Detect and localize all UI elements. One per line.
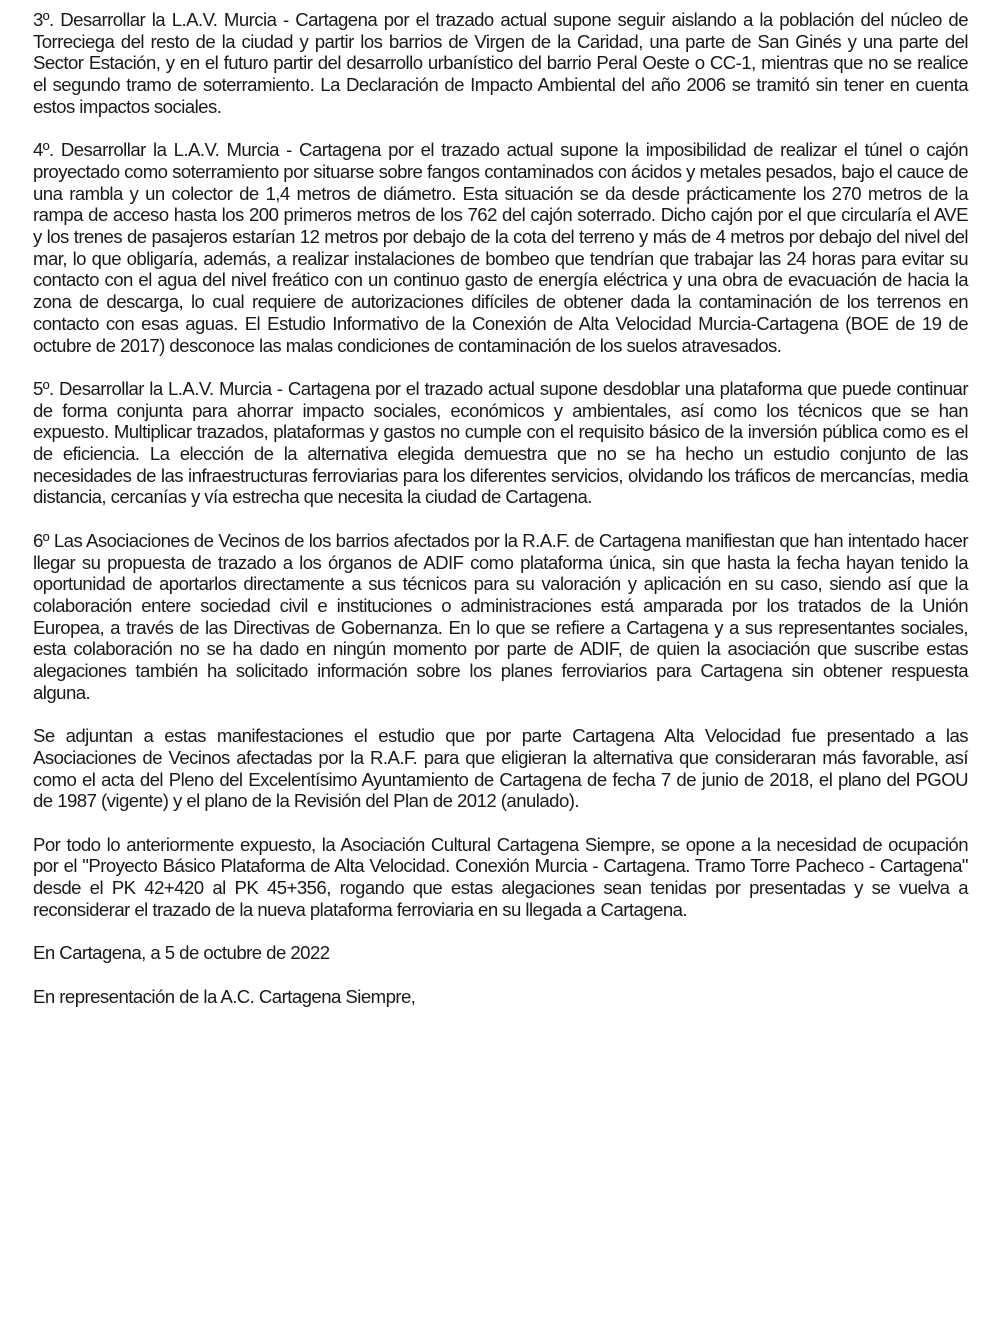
signature-line: En representación de la A.C. Cartagena Siempre, (33, 985, 416, 1007)
paragraph-attachments: Se adjuntan a estas manifestaciones el estudio que por parte Cartagena Alta Velocidad fue presentado a las Asociaciones de Vecinos afectadas por la R.A.F. para que eligieran la alternativa que consideraran más favorable, así como el acta del Pleno del Excelentísimo Ayuntamiento de Cartagena de fecha 7 de junio de 2018, el plano del PGOU de 1987 (vigente) y el plano de la Revisión del Plan de 2012 (anulado). (33, 725, 968, 812)
paragraph-conclusion: Por todo lo anteriormente expuesto, la Asociación Cultural Cartagena Siempre, se opone a la necesidad de ocupación por el "Proyecto Básico Plataforma de Alta Velocidad. Conexión Murcia - Cartagena. Tramo Torre Pacheco - Cartagena" desde el PK 42+420 al PK 45+356, rogando que estas alegaciones sean tenidas por presentadas y se vuelva a reconsiderar el trazado de la nueva plataforma ferroviaria en su llegada a Cartagena. (33, 833, 968, 920)
paragraph-6-neighborhood-associations: 6º Las Asociaciones de Vecinos de los barrios afectados por la R.A.F. de Cartagena manifiestan que han intentado hacer llegar su propuesta de trazado a los órganos de ADIF como plataforma única, sin que hasta la fecha hayan tenido la oportunidad de aportarlos directamente a sus técnicos para su valoración y aplicación en su caso, siendo así que la colaboración entere sociedad civil e instituciones o administraciones está amparada por los tratados de la Unión Europea, a través de las Directivas de Gobernanza. En lo que se refiere a Cartagena y a sus representantes sociales, esta colaboración no se ha dado en ningún momento por parte de ADIF, de quien la asociación que suscribe estas alegaciones también ha solicitado información sobre los planes ferroviarios para Cartagena sin obtener respuesta alguna. (33, 529, 968, 703)
paragraph-3-social-isolation: 3º. Desarrollar la L.A.V. Murcia - Cartagena por el trazado actual supone seguir aislando a la población del núcleo de Torreciega del resto de la ciudad y partir los barrios de Virgen de la Caridad, una parte de San Ginés y una parte del Sector Estación, y en el futuro partir del desarrollo urbanístico del barrio Peral Oeste o CC-1, mientras que no se realice el segundo tramo de soterramiento. La Declaración de Impacto Ambiental del año 2006 se tramitó sin tener en cuenta estos impactos sociales. (33, 9, 968, 117)
paragraph-5-platform-duplication: 5º. Desarrollar la L.A.V. Murcia - Cartagena por el trazado actual supone desdoblar una plataforma que puede continuar de forma conjunta para ahorrar impacto sociales, económicos y ambientales, así como los técnicos que se han expuesto. Multiplicar trazados, plataformas y gastos no cumple con el requisito básico de la inversión pública como es el de eficiencia. La elección de la alternativa elegida demuestra que no se ha hecho un estudio conjunto de las necesidades de las infraestructuras ferroviarias para los diferentes servicios, olvidando los tráficos de mercancías, media distancia, cercanías y vía estrecha que necesita la ciudad de Cartagena. (33, 377, 968, 508)
place-and-date: En Cartagena, a 5 de octubre de 2022 (33, 942, 330, 964)
document-page (33, 9, 968, 1029)
paragraph-4-tunnel-contamination: 4º. Desarrollar la L.A.V. Murcia - Cartagena por el trazado actual supone la imposibilidad de realizar el túnel o cajón proyectado como soterramiento por situarse sobre fangos contaminados con ácidos y metales pesados, bajo el cauce de una rambla y un colector de 1,4 metros de diámetro. Esta situación se da desde prácticamente los 270 metros de la rampa de acceso hasta los 200 primeros metros de los 762 del cajón soterrado. Dicho cajón por el que circularía el AVE y los trenes de pasajeros estarían 12 metros por debajo de la cota del terreno y más de 4 metros por debajo del nivel del mar, lo que obligaría, además, a realizar instalaciones de bombeo que tendrían que trabajar las 24 horas para evitar su contacto con el agua del nivel freático con un continuo gasto de energía eléctrica y una obra de evacuación de hacia la zona de descarga, lo cual requiere de autorizaciones difíciles de obtener dada la contaminación de los terrenos en contacto con esas aguas. El Estudio Informativo de la Conexión de Alta Velocidad Murcia-Cartagena (BOE de 19 de octubre de 2017) desconoce las malas condiciones de contaminación de los suelos atravesados. (33, 139, 968, 356)
